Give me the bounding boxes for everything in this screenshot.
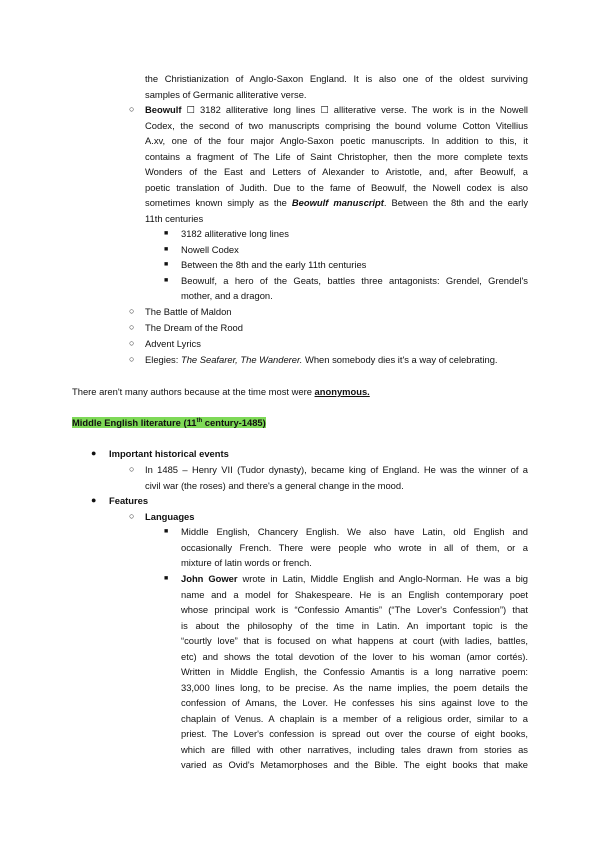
beowulf-line <box>145 195 528 211</box>
section-heading <box>72 415 266 431</box>
gower-line: “courtly love” that is focused on what happens at court (with ladies, battles, <box>181 635 528 646</box>
languages-line: Middle English, Chancery English. We also have Latin, old English and <box>181 526 528 537</box>
list-bullet-circle: ○ <box>129 338 135 348</box>
list-item: The Battle of Maldon <box>145 306 232 317</box>
elegies-text: When somebody dies it's a way of celebrating. <box>302 354 498 365</box>
list-item: Beowulf, a hero of the Geats, battles three antagonists: Grendel, Grendel's <box>181 274 528 286</box>
list-bullet-circle: ○ <box>129 322 135 332</box>
list-item: Nowell Codex <box>181 243 239 255</box>
beowulf-line: poetic translation of Judith. Due to the fame of Beowulf, the Nowell codex is also <box>145 181 528 193</box>
list-bullet-disc: ● <box>91 495 97 505</box>
list-bullet-circle: ○ <box>129 354 135 364</box>
gower-line: chaplain of Venus. A chaplain is a member of a religious order, similar to a <box>181 712 528 724</box>
gower-line: priest. The Lover's confession is spread out over the course of eight books, <box>181 728 528 739</box>
gower-line: is about the philosophy of the time in Latin. An important topic is the <box>181 619 528 631</box>
beowulf-line: Codex, the second of two manuscripts comprising the bound volume Cotton Vitellius <box>145 119 528 131</box>
authors-note-text: There aren't many authors because at the time most were <box>72 386 315 397</box>
authors-note <box>72 384 370 400</box>
list-item: 3182 alliterative long lines <box>181 228 289 239</box>
historical-line: In 1485 – Henry VII (Tudor dynasty), became king of England. He was the winner of a <box>145 464 528 475</box>
beowulf-line: Wonders of the East and Letters of Alexander to Aristotle, and, after Beowulf, a <box>145 166 528 177</box>
elegies-works: The Seafarer, The Wanderer. <box>180 354 303 365</box>
elegies-label: Elegies: <box>145 354 181 365</box>
list-item: Advent Lyrics <box>145 338 201 349</box>
gower-line: Written in Middle English, the Confessio Amantis is a long narrative poem: <box>181 666 528 677</box>
historical-line: civil war (the roses) and there's a general change in the mood. <box>145 479 404 491</box>
list-bullet-circle: ○ <box>129 464 135 474</box>
gower-line: name and a model for Shakespeare. He is an English contemporary poet <box>181 588 528 600</box>
paragraph-line: samples of Germanic alliterative verse. <box>145 88 307 100</box>
beowulf-line: A.xv, one of the four major Anglo-Saxon poetic manuscripts. In addition to this, it <box>145 135 528 146</box>
gower-line: 33,000 lines long, to be precise. As the name implies, the poem details the <box>181 681 528 693</box>
languages-line: occasionally French. There were people who wrote in all of them, or a <box>181 541 528 553</box>
gower-text: wrote in Latin, Middle English and Anglo-Norman. He was a big <box>237 573 528 584</box>
gower-line <box>181 571 528 587</box>
historical-events-title: Important historical events <box>109 448 229 459</box>
beowulf-line: contains a fragment of The Life of Saint Christopher, then the more complete texts <box>145 150 528 162</box>
paragraph-line: the Christianization of Anglo-Saxon England. It is also one of the oldest surviving <box>145 73 528 84</box>
heading-text: Middle English literature (11 <box>72 417 197 428</box>
list-bullet-square: ■ <box>164 245 169 253</box>
gower-line: whose principal work is “Confessio Amantis” (“The Lover's Confession”) that <box>181 604 528 615</box>
list-bullet-disc: ● <box>91 448 97 458</box>
section-heading-highlight <box>72 417 266 428</box>
list-bullet-square: ■ <box>164 230 169 237</box>
features-title: Features <box>109 495 149 506</box>
gower-line: confession of Amans, the Lover. He confesses his sins against love to the <box>181 697 528 708</box>
beowulf-line: 11th centuries <box>145 212 204 224</box>
languages-title: Languages <box>145 510 195 522</box>
list-bullet-square: ■ <box>164 261 169 268</box>
beowulf-line <box>145 102 528 118</box>
list-bullet-square: ■ <box>164 575 169 582</box>
elegies-item <box>145 352 498 368</box>
heading-superscript: th <box>196 417 203 424</box>
gower-line: varied as Ovid's Metamorphoses and the Bible. The eight books that make <box>181 759 528 770</box>
beowulf-text: sometimes known simply as the <box>145 197 292 208</box>
list-bullet-square: ■ <box>164 528 169 535</box>
heading-text: century-1485) <box>202 417 266 428</box>
list-bullet-circle: ○ <box>129 306 135 316</box>
list-item: The Dream of the Rood <box>145 322 243 333</box>
beowulf-text: . Between the 8th and the early <box>383 197 529 208</box>
gower-line: etc) and shows the total devotion of the lover to his woman (amor cortés). <box>181 650 528 662</box>
beowulf-title: Beowulf <box>145 104 182 115</box>
gower-line: which are filled with other narratives, including tales drawn from stories as <box>181 743 528 755</box>
list-bullet-circle: ○ <box>129 510 135 521</box>
list-item: Between the 8th and the early 11th centuries <box>181 259 367 270</box>
anonymous-emphasis: anonymous. <box>314 386 370 397</box>
beowulf-text: ☐ 3182 alliterative long lines ☐ alliterative verse. The work is in the Nowell <box>181 104 528 115</box>
languages-line: mixture of latin words or french. <box>181 557 312 568</box>
list-bullet-circle: ○ <box>129 104 135 114</box>
list-bullet-square: ■ <box>164 276 169 284</box>
gower-name: John Gower <box>181 573 238 584</box>
list-item-continuation: mother, and a dragon. <box>181 290 273 301</box>
beowulf-manuscript-term: Beowulf manuscript <box>291 197 384 208</box>
